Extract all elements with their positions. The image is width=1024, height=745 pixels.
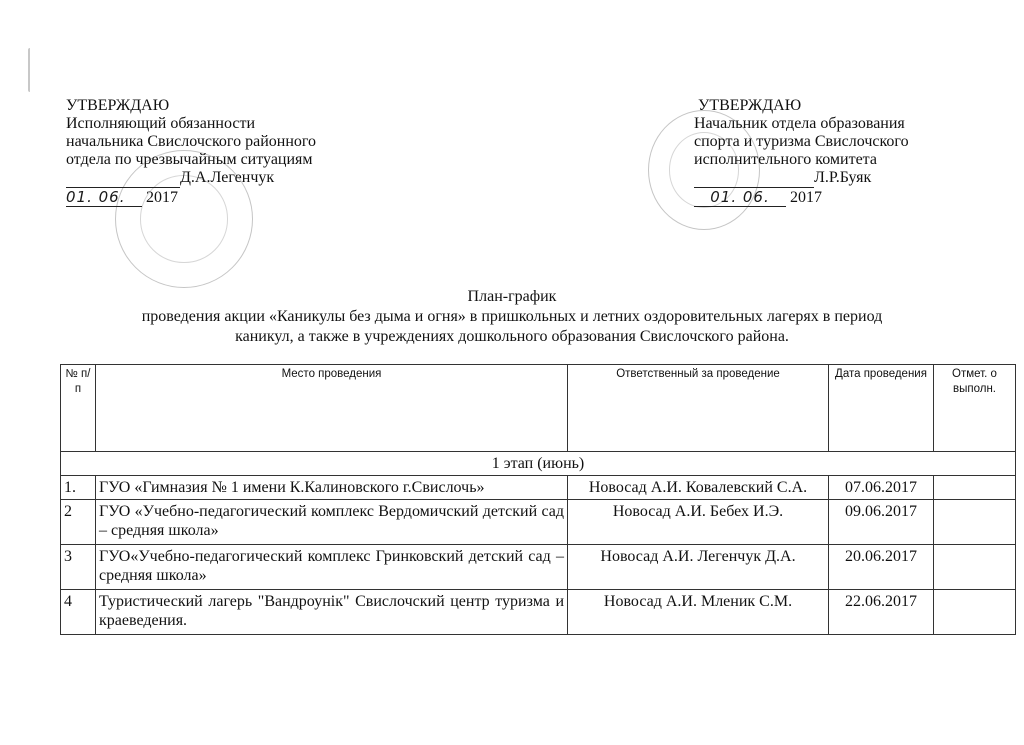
approval-year: 2017	[146, 189, 178, 206]
signature-blank	[694, 169, 814, 188]
scan-artifact	[28, 48, 33, 92]
cell-date: 09.06.2017	[829, 500, 934, 545]
header-num: № п/п	[61, 365, 96, 452]
cell-num: 1.	[61, 476, 96, 500]
schedule-table	[60, 364, 1016, 635]
title-line: каникул, а также в учреждениях дошкольного образования Свислочского района.	[235, 328, 789, 345]
approval-heading: УТВЕРЖДАЮ	[66, 97, 170, 114]
signer-name: Л.Р.Буяк	[814, 169, 872, 186]
header-date: Дата проведения	[829, 365, 934, 452]
cell-mark	[934, 590, 1016, 635]
cell-mark	[934, 500, 1016, 545]
cell-date: 22.06.2017	[829, 590, 934, 635]
cell-num: 2	[61, 500, 96, 545]
cell-num: 4	[61, 590, 96, 635]
cell-responsible: Новосад А.И. Легенчук Д.А.	[568, 545, 829, 590]
date-line	[66, 188, 316, 207]
header-mark: Отмет. о выполн.	[934, 365, 1016, 452]
stage-row	[61, 452, 1016, 476]
table-row	[61, 545, 1016, 590]
cell-date: 07.06.2017	[829, 476, 934, 500]
title-line: План-график	[467, 288, 557, 305]
cell-date: 20.06.2017	[829, 545, 934, 590]
approval-line: Начальник отдела образования	[694, 115, 905, 132]
cell-mark	[934, 476, 1016, 500]
cell-place: Туристический лагерь "Вандроунік" Свислочский центр туризма и краеведения.	[96, 590, 568, 635]
approval-line: начальника Свислочского районного	[66, 133, 317, 150]
document-title	[0, 287, 1024, 347]
signer-name: Д.А.Легенчук	[180, 169, 275, 186]
cell-responsible: Новосад А.И. Мленик С.М.	[568, 590, 829, 635]
approval-line: отдела по чрезвычайным ситуациям	[66, 151, 313, 168]
cell-mark	[934, 545, 1016, 590]
approval-block-left	[66, 97, 316, 207]
cell-place: ГУО «Гимназия № 1 имени К.Калиновского г.Свислочь»	[96, 476, 568, 500]
signature-line	[694, 169, 909, 188]
cell-responsible: Новосад А.И. Бебех И.Э.	[568, 500, 829, 545]
approval-line: исполнительного комитета	[694, 151, 877, 168]
table-row	[61, 590, 1016, 635]
signature-line	[66, 169, 316, 188]
approval-block-right	[694, 97, 909, 207]
title-line: проведения акции «Каникулы без дыма и огня» в пришкольных и летних оздоровительных лагерях в период	[141, 308, 883, 325]
approval-heading: УТВЕРЖДАЮ	[698, 97, 802, 114]
table-row	[61, 476, 1016, 500]
table-header-row	[61, 365, 1016, 452]
header-responsible: Ответственный за проведение	[568, 365, 829, 452]
table-row	[61, 500, 1016, 545]
cell-place: ГУО «Учебно-педагогический комплекс Вердомичский детский сад – средняя школа»	[96, 500, 568, 545]
cell-responsible: Новосад А.И. Ковалевский С.А.	[568, 476, 829, 500]
date-line	[694, 188, 909, 207]
approval-line: спорта и туризма Свислочского	[694, 133, 909, 150]
handwritten-date: 01. 06.	[694, 188, 786, 207]
approval-year: 2017	[790, 189, 822, 206]
cell-num: 3	[61, 545, 96, 590]
approval-line: Исполняющий обязанности	[66, 115, 256, 132]
header-place: Место проведения	[96, 365, 568, 452]
cell-place: ГУО«Учебно-педагогический комплекс Гринковский детский сад – средняя школа»	[96, 545, 568, 590]
handwritten-date: 01. 06.	[66, 188, 142, 207]
stage-label: 1 этап (июнь)	[61, 452, 1016, 476]
signature-blank	[66, 169, 180, 188]
